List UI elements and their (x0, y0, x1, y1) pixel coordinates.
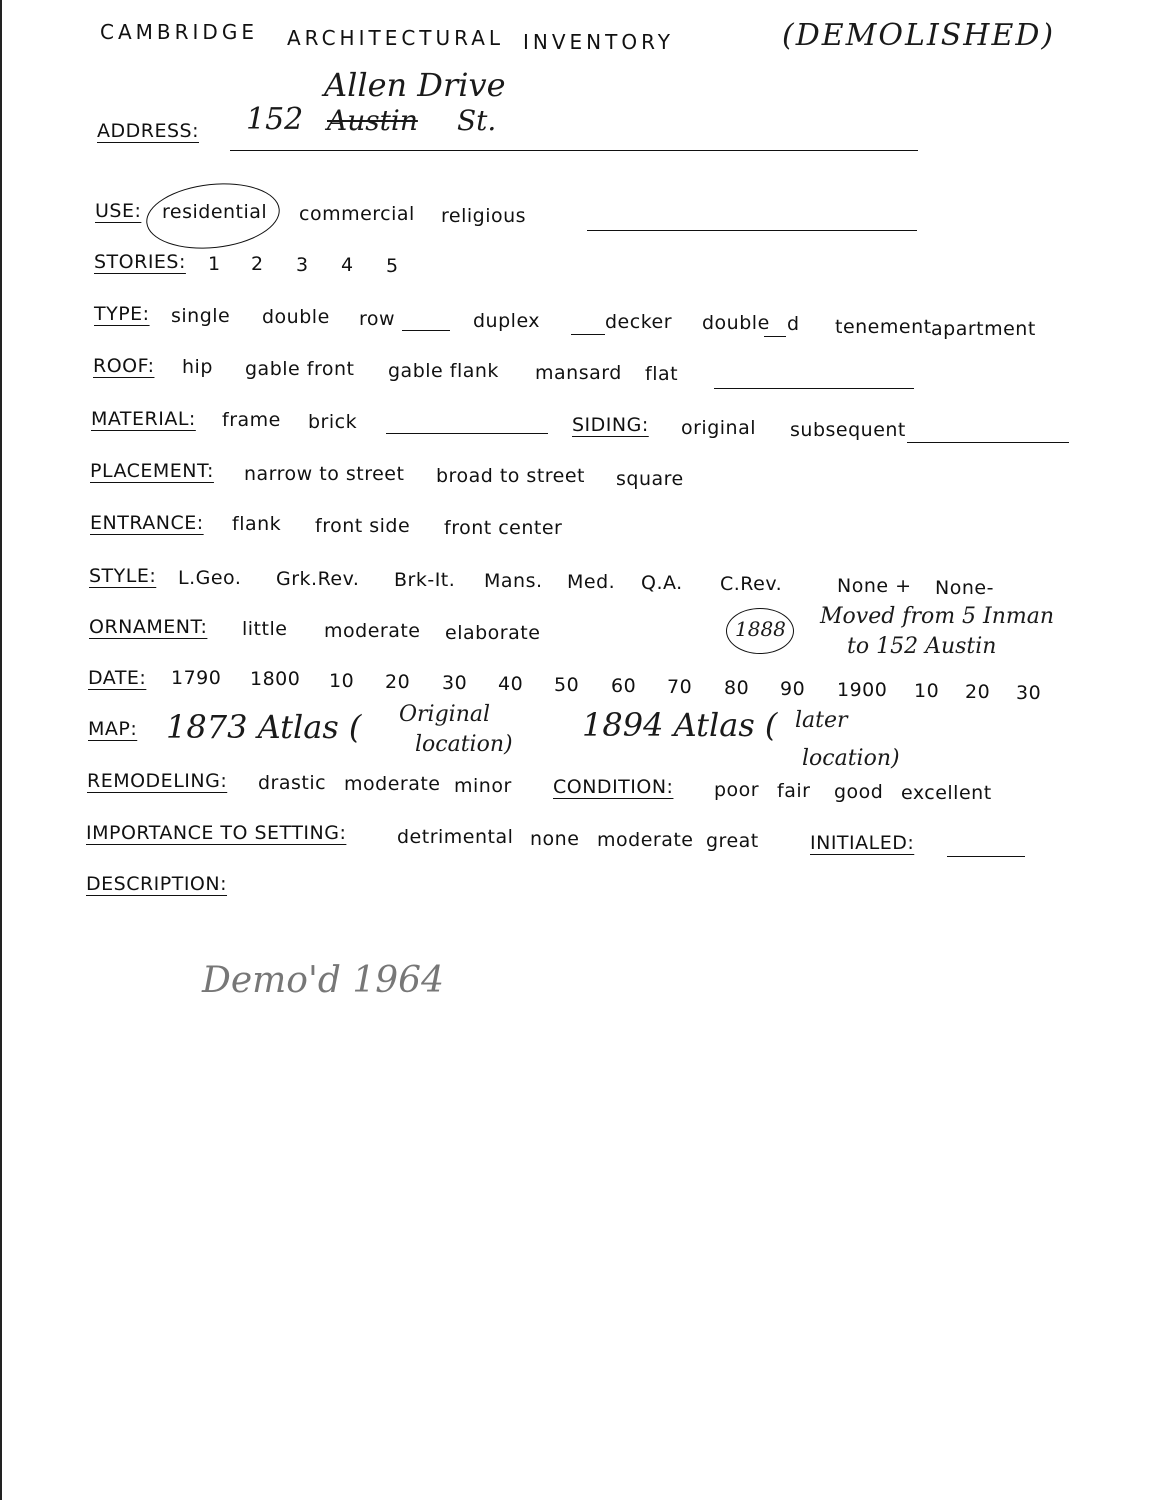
initialed-blank (947, 856, 1025, 857)
placement-option: narrow to street (244, 463, 405, 485)
initialed-label: INITIALED: (810, 832, 915, 854)
map-note-1-sub-b: location) (415, 732, 513, 757)
map-note-1: 1873 Atlas ( (166, 708, 362, 746)
roof-option: flat (645, 363, 679, 385)
date-option: 10 (329, 670, 355, 692)
use-label: USE: (95, 200, 142, 222)
importance-option: detrimental (397, 826, 514, 848)
type-option: single (171, 305, 231, 327)
remodeling-label: REMODELING: (87, 770, 228, 792)
type-option: d (787, 313, 800, 335)
entrance-option: front center (444, 517, 563, 539)
description-note: Demo'd 1964 (202, 960, 444, 1001)
date-option: 30 (442, 672, 468, 694)
date-option: 50 (554, 674, 580, 696)
type-option: double (262, 306, 330, 328)
use-option-commercial: commercial (299, 203, 415, 225)
placement-option: broad to street (436, 465, 586, 487)
type-option: row (359, 308, 396, 330)
year-note: 1888 (735, 617, 786, 641)
date-option: 70 (667, 676, 693, 698)
ornament-option: elaborate (445, 622, 541, 644)
map-note-2: 1894 Atlas ( (582, 706, 778, 744)
roof-option: hip (182, 356, 213, 378)
address-suffix: St. (457, 104, 497, 137)
material-blank (386, 433, 548, 434)
type-option: double (702, 312, 770, 334)
roof-blank (714, 388, 914, 389)
remodeling-option: drastic (258, 772, 327, 794)
address-correction: Allen Drive (324, 66, 506, 104)
use-blank (587, 230, 917, 231)
ornament-option: little (242, 618, 288, 640)
condition-label: CONDITION: (553, 776, 674, 798)
importance-option: great (706, 830, 759, 852)
date-option: 30 (1016, 682, 1042, 704)
date-label: DATE: (88, 667, 147, 689)
map-note-2-sub-b: location) (802, 746, 900, 771)
moved-note-line-2: to 152 Austin (847, 634, 997, 659)
importance-option: none (530, 828, 580, 850)
condition-option: good (834, 781, 884, 803)
style-option: Med. (567, 571, 616, 593)
date-option: 10 (914, 680, 940, 702)
date-option: 40 (498, 673, 524, 695)
map-note-1-sub-a: Original (399, 702, 491, 727)
material-label: MATERIAL: (91, 408, 196, 430)
address-number: 152 (246, 102, 304, 137)
entrance-label: ENTRANCE: (90, 512, 204, 534)
map-note-2-sub-a: later (795, 708, 848, 733)
date-option: 1900 (837, 679, 888, 701)
description-label: DESCRIPTION: (86, 873, 228, 895)
roof-label: ROOF: (93, 355, 155, 377)
remodeling-option: moderate (344, 773, 441, 795)
address-label: ADDRESS: (97, 120, 199, 142)
style-option: None + (837, 575, 912, 597)
type-option: duplex (473, 310, 541, 332)
roof-option: gable flank (388, 360, 499, 382)
date-option: 60 (611, 675, 637, 697)
condition-option: poor (714, 779, 760, 801)
remodeling-option: minor (454, 775, 512, 797)
siding-label: SIDING: (572, 414, 649, 436)
type-option: decker (605, 311, 673, 333)
style-option: C.Rev. (720, 573, 783, 595)
style-option: Mans. (484, 570, 543, 592)
stories-option: 5 (386, 255, 399, 277)
style-option: Brk-It. (394, 569, 456, 591)
importance-option: moderate (597, 829, 694, 851)
stories-option: 3 (296, 254, 309, 276)
address-street-struck: Austin (327, 104, 418, 137)
siding-option: original (681, 417, 757, 439)
demolished-note: (DEMOLISHED) (782, 18, 1056, 53)
style-option: Grk.Rev. (276, 568, 360, 590)
date-option: 80 (724, 677, 750, 699)
type-blank (402, 330, 450, 331)
stories-option: 1 (208, 253, 221, 275)
condition-option: excellent (901, 782, 992, 804)
entrance-option: front side (315, 515, 411, 537)
material-option: frame (222, 409, 281, 431)
type-option: apartment (931, 318, 1036, 340)
type-option: tenement (835, 316, 932, 338)
date-option: 90 (780, 678, 806, 700)
style-option: Q.A. (641, 572, 683, 594)
ornament-label: ORNAMENT: (89, 616, 208, 638)
use-option-residential: residential (162, 201, 268, 223)
roof-option: gable front (245, 358, 355, 380)
siding-blank (907, 442, 1069, 443)
stories-option: 2 (251, 253, 264, 275)
style-option: L.Geo. (178, 567, 242, 589)
stories-label: STORIES: (94, 251, 186, 273)
type-blank (764, 336, 786, 337)
address-line (230, 150, 918, 151)
moved-note-line-1: Moved from 5 Inman (820, 604, 1055, 629)
material-option: brick (308, 411, 358, 433)
stories-option: 4 (341, 254, 354, 276)
header-org: CAMBRIDGE (100, 20, 258, 44)
selected-circle (143, 177, 283, 255)
date-option: 1790 (171, 667, 222, 689)
importance-label: IMPORTANCE TO SETTING: (86, 822, 347, 844)
siding-option: subsequent (790, 419, 906, 441)
placement-option: square (616, 468, 684, 490)
map-label: MAP: (88, 718, 138, 740)
date-option: 20 (965, 681, 991, 703)
entrance-option: flank (232, 513, 282, 535)
type-blank (571, 334, 605, 335)
style-label: STYLE: (89, 565, 157, 587)
type-label: TYPE: (94, 303, 150, 325)
condition-option: fair (777, 780, 811, 802)
header-title-1: ARCHITECTURAL (287, 26, 505, 50)
roof-option: mansard (535, 362, 622, 384)
header-title-2: INVENTORY (523, 30, 674, 54)
date-option: 20 (385, 671, 411, 693)
placement-label: PLACEMENT: (90, 460, 214, 482)
ornament-option: moderate (324, 620, 421, 642)
use-option-religious: religious (441, 205, 527, 227)
style-option: None- (935, 577, 994, 599)
date-option: 1800 (250, 668, 301, 690)
